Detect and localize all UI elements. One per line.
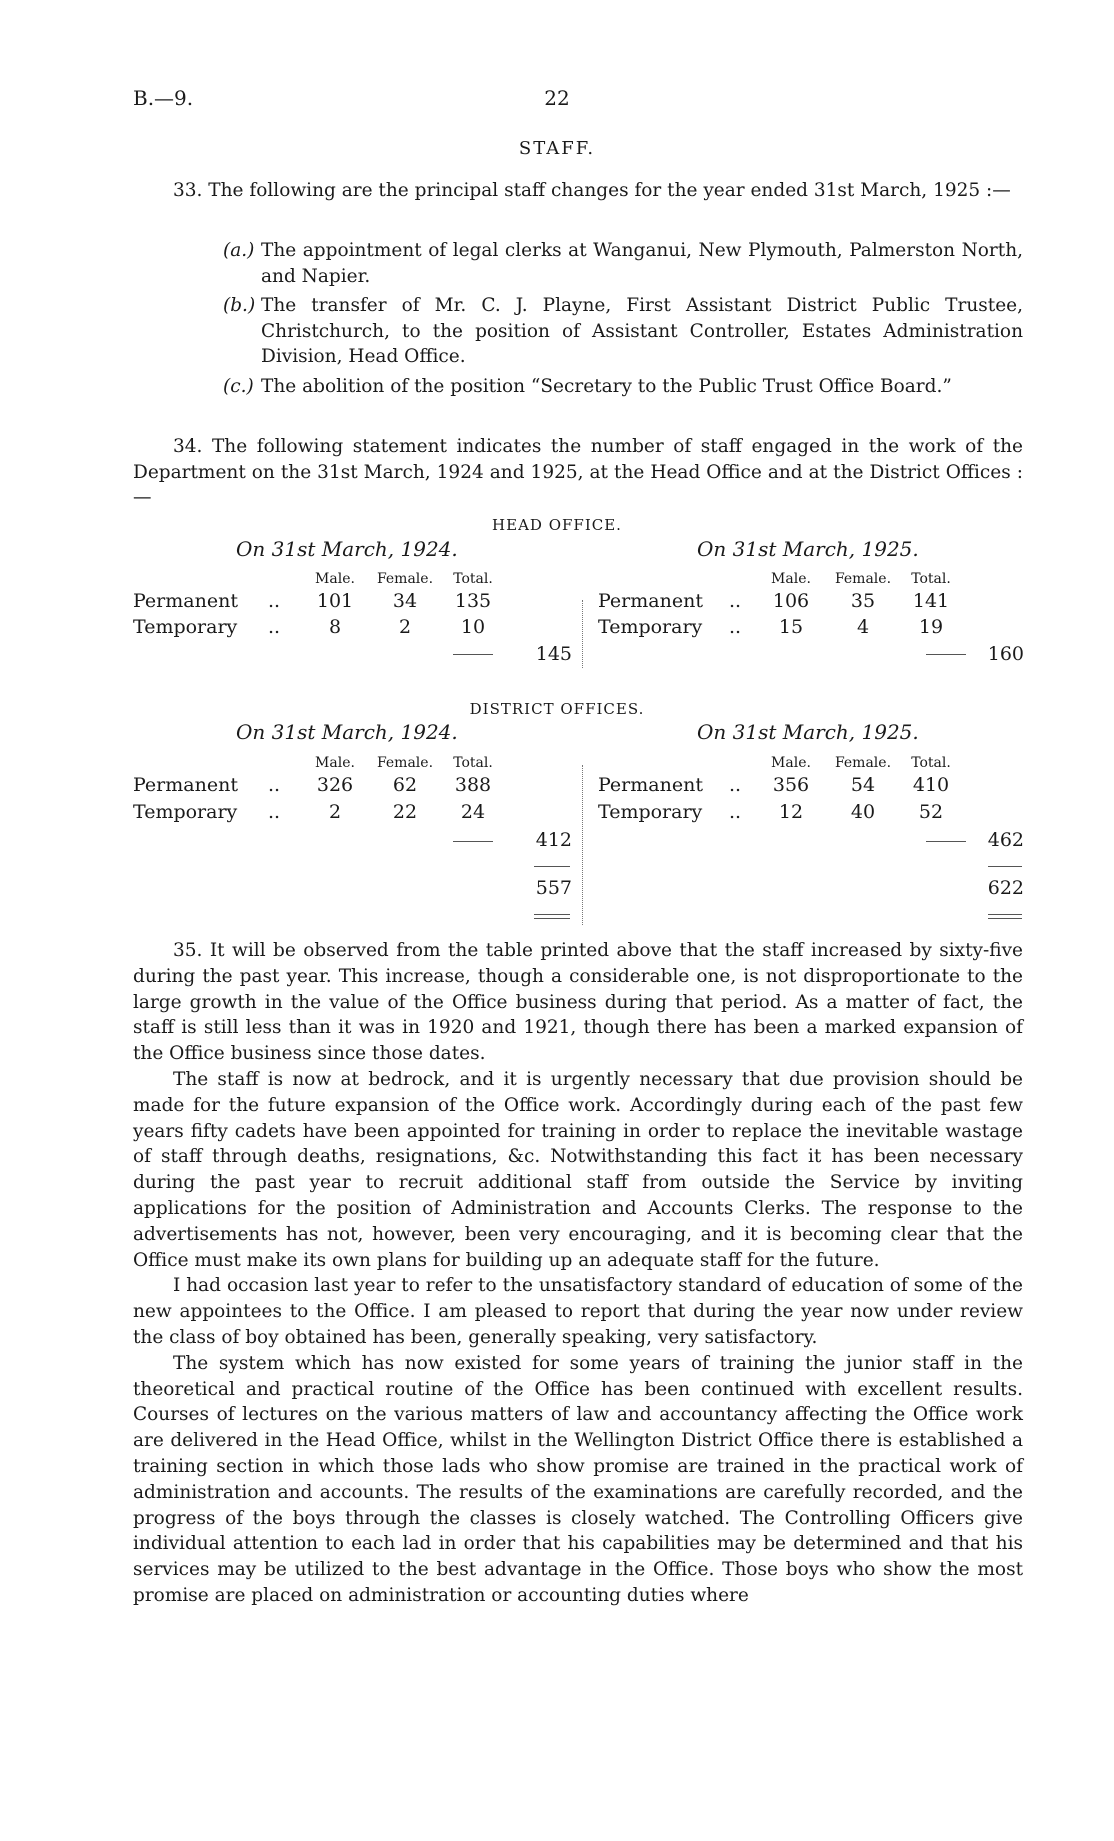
row-label-temporary: Temporary — [133, 801, 238, 823]
ho-1925-temporary-male: 15 — [778, 616, 804, 638]
district-offices-title: DISTRICT OFFICES. — [469, 700, 645, 718]
sum-rule — [453, 654, 493, 655]
row-dots: .. — [268, 590, 281, 612]
district-1924-heading: On 31st March, 1924. — [236, 720, 458, 744]
sum-rule — [926, 654, 966, 655]
head-office-1925-heading: On 31st March, 1925. — [697, 537, 919, 561]
double-rule — [988, 914, 1022, 915]
page-number: 22 — [544, 86, 570, 110]
row-dots: .. — [268, 616, 281, 638]
double-rule — [534, 918, 570, 919]
row-dots: .. — [729, 801, 742, 823]
column-header-female: Female. — [376, 571, 434, 587]
list-item — [223, 293, 1023, 370]
do-1925-permanent-female: 54 — [850, 774, 876, 796]
row-label-temporary: Temporary — [598, 616, 703, 638]
row-label-temporary: Temporary — [133, 616, 238, 638]
do-1924-temporary-total: 24 — [460, 801, 486, 823]
list-item — [223, 238, 1023, 289]
sum-rule — [988, 866, 1022, 867]
list-item-text: The abolition of the position “Secretary to the Public Trust Office Board.” — [261, 375, 952, 397]
grand-total-1924: 557 — [535, 877, 572, 899]
column-header-total: Total. — [453, 571, 493, 587]
ho-1924-temporary-female: 2 — [398, 616, 412, 638]
column-header-male: Male. — [771, 755, 811, 771]
column-divider — [582, 600, 583, 668]
column-header-total: Total. — [453, 755, 493, 771]
do-1925-permanent-male: 356 — [772, 774, 810, 796]
paragraph-training-system: The system which has now existed for some years of training the junior staff in the theoretical and practical routine of the Office has been continued with excellent results. Courses of lectures on the various matters of law and accountancy affecting the Office work are delivered in the Head Office, whilst in the Wellington District Office there is established a training section in which those lads who show promise are trained in the practical work of administration and accounts. The results of the examinations are carefully recorded, and the progress of the boys through the classes is closely watched. The Controlling Officers give individual attention to each lad in order that his capabilities may be determined and that his services may be utilized to the best advantage in the Office. Those boys who show the most promise are placed on administration or accounting duties where — [133, 1352, 1023, 1606]
paragraph-education-standard: I had occasion last year to refer to the unsatisfactory standard of education of some of the new appointees to the Office. I am pleased to report that during the year now under review the class of boy obtained has been, generally speaking, very satisfactory. — [133, 1275, 1023, 1348]
sum-rule — [534, 866, 570, 867]
row-label-permanent: Permanent — [598, 774, 703, 796]
document-reference: B.—9. — [133, 86, 194, 110]
list-item-text: The transfer of Mr. C. J. Playne, First Assistant District Public Trustee, Christchurch, to the position of Assistant Controller, Estates Administration Division, Head Office. — [261, 295, 1023, 367]
head-office-1924-heading: On 31st March, 1924. — [236, 537, 458, 561]
column-header-female: Female. — [834, 571, 892, 587]
paragraph-34-text: 34. The following statement indicates the number of staff engaged in the work of the Department on the 31st March, 1924 and 1925, at the Head Office and at the District Offices :— — [133, 436, 1023, 508]
double-rule — [534, 914, 570, 915]
paragraph-34 — [133, 434, 1023, 511]
do-1925-sum: 462 — [987, 829, 1024, 851]
ho-1925-sum: 160 — [987, 643, 1024, 665]
column-header-total: Total. — [911, 755, 951, 771]
head-office-title: HEAD OFFICE. — [492, 516, 622, 534]
column-header-female: Female. — [376, 755, 434, 771]
row-label-permanent: Permanent — [598, 590, 703, 612]
ho-1924-permanent-female: 34 — [392, 590, 418, 612]
double-rule — [988, 918, 1022, 919]
column-header-male: Male. — [315, 571, 355, 587]
row-label-temporary: Temporary — [598, 801, 703, 823]
list-item-marker: (a.) — [223, 240, 255, 261]
ho-1924-temporary-male: 8 — [328, 616, 342, 638]
ho-1924-sum: 145 — [535, 643, 572, 665]
do-1925-permanent-total: 410 — [912, 774, 950, 796]
ho-1925-temporary-female: 4 — [856, 616, 870, 638]
column-header-female: Female. — [834, 755, 892, 771]
section-title: STAFF. — [518, 138, 596, 159]
ho-1925-permanent-female: 35 — [850, 590, 876, 612]
row-dots: .. — [268, 774, 281, 796]
paragraph-33-text: 33. The following are the principal staff changes for the year ended 31st March, 1925 :— — [173, 180, 1011, 201]
sum-rule — [926, 841, 966, 842]
paragraph-staff-bedrock: The staff is now at bedrock, and it is urgently necessary that due provision should be made for the future expansion of the Office work. Accordingly during each of the past few years fifty cadets have been appointed for training in order to replace the inevitable wastage of staff through deaths, resignations, &c. Notwithstanding this fact it has been necessary during the past year to recruit additional staff from outside the Service by inviting applications for the position of Administration and Accounts Clerks. The response to the advertisements has not, however, been very encouraging, and it is becoming clear that the Office must make its own plans for building up an adequate staff for the future. — [133, 1068, 1023, 1271]
row-dots: .. — [729, 774, 742, 796]
do-1925-temporary-male: 12 — [778, 801, 804, 823]
do-1924-permanent-male: 326 — [316, 774, 354, 796]
district-1925-heading: On 31st March, 1925. — [697, 720, 919, 744]
row-dots: .. — [729, 616, 742, 638]
grand-total-1925: 622 — [987, 877, 1024, 899]
row-label-permanent: Permanent — [133, 590, 238, 612]
column-header-male: Male. — [315, 755, 355, 771]
row-dots: .. — [268, 801, 281, 823]
do-1924-temporary-male: 2 — [328, 801, 342, 823]
row-dots: .. — [729, 590, 742, 612]
paragraph-33-intro — [133, 178, 1023, 204]
do-1924-temporary-female: 22 — [392, 801, 418, 823]
list-item-text: The appointment of legal clerks at Wanganui, New Plymouth, Palmerston North, and Napier. — [261, 240, 1023, 287]
ho-1924-permanent-total: 135 — [454, 590, 492, 612]
do-1924-sum: 412 — [535, 829, 572, 851]
ho-1925-permanent-male: 106 — [772, 590, 810, 612]
do-1925-temporary-total: 52 — [918, 801, 944, 823]
list-item — [223, 374, 1023, 400]
do-1925-temporary-female: 40 — [850, 801, 876, 823]
do-1924-permanent-female: 62 — [392, 774, 418, 796]
do-1924-permanent-total: 388 — [454, 774, 492, 796]
ho-1924-permanent-male: 101 — [316, 590, 354, 612]
list-item-marker: (b.) — [223, 295, 256, 316]
row-label-permanent: Permanent — [133, 774, 238, 796]
column-header-total: Total. — [911, 571, 951, 587]
paragraph-35-text: 35. It will be observed from the table printed above that the staff increased by sixty-five during the past year. This increase, though a considerable one, is not disproportionate to the large growth in the value of the Office business during that period. As a matter of fact, the staff is still less than it was in 1920 and 1921, though there has been a marked expansion of the Office business since those dates. — [133, 940, 1023, 1065]
ho-1924-temporary-total: 10 — [460, 616, 486, 638]
column-header-male: Male. — [771, 571, 811, 587]
sum-rule — [453, 841, 493, 842]
ho-1925-temporary-total: 19 — [918, 616, 944, 638]
column-divider — [582, 765, 583, 925]
staff-changes-list — [223, 238, 1023, 403]
ho-1925-permanent-total: 141 — [912, 590, 950, 612]
paragraph-35-block — [133, 938, 1023, 1609]
list-item-marker: (c.) — [223, 375, 254, 397]
